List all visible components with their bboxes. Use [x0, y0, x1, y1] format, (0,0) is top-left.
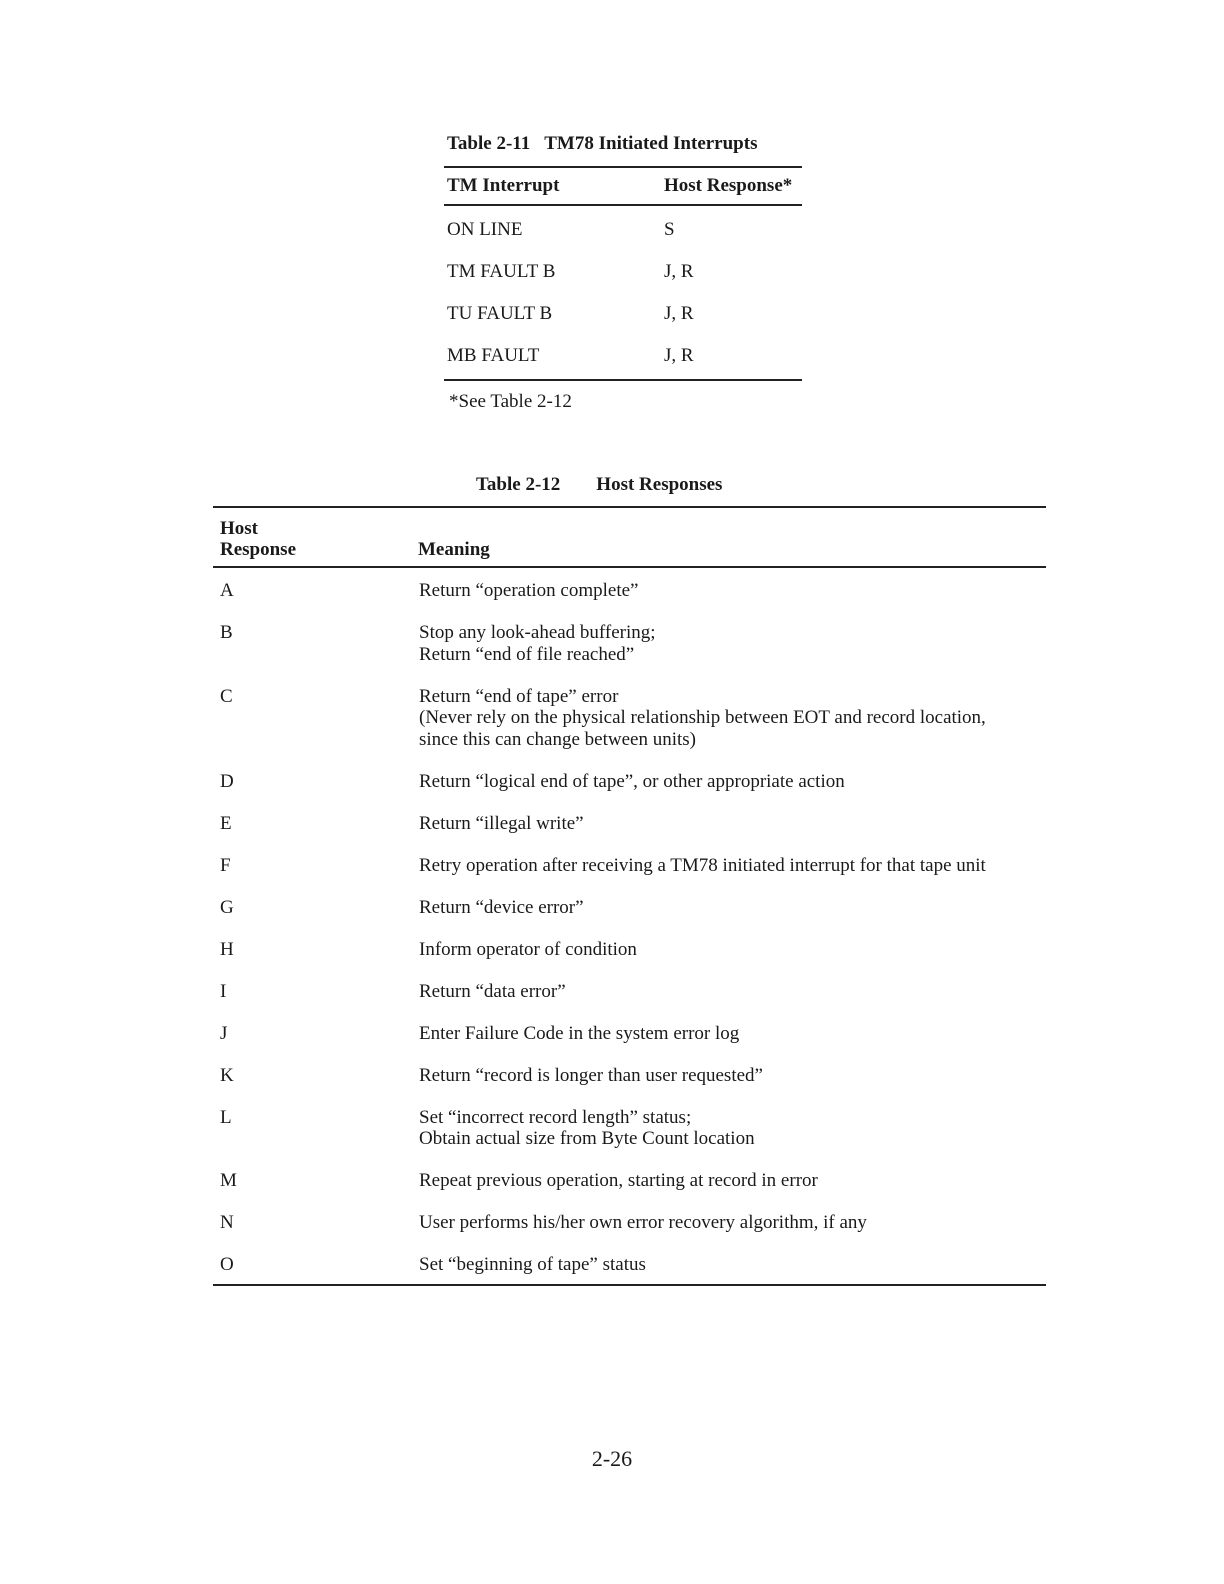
table-row	[213, 622, 1046, 665]
response-meaning: Return “end of tape” error (Never rely on the physical relationship between EOT and record location, since this can change between units)	[419, 685, 986, 750]
response-code: J	[220, 1022, 228, 1044]
response-meaning: Return “data error”	[419, 980, 566, 1002]
interrupt-cell: MB FAULT	[447, 345, 540, 366]
column-header: TM Interrupt	[447, 175, 560, 196]
table-row	[213, 1212, 1046, 1234]
response-code: K	[220, 1064, 234, 1086]
header-line: Response	[220, 539, 297, 560]
interrupt-cell: TM FAULT B	[447, 261, 556, 282]
response-code: E	[220, 812, 232, 834]
table-title: TM78 Initiated Interrupts	[544, 133, 758, 154]
table-body	[213, 568, 1046, 1286]
page-number: 2-26	[591, 1446, 633, 1471]
table-row	[444, 209, 802, 251]
table-header	[213, 506, 1046, 568]
interrupt-cell: TU FAULT B	[447, 303, 553, 324]
response-code: A	[220, 580, 234, 601]
response-meaning: Inform operator of condition	[419, 938, 637, 960]
table-row	[213, 813, 1046, 835]
response-meaning: Return “device error”	[419, 896, 584, 918]
table-2-11-caption	[447, 130, 802, 166]
table-2-12-caption	[213, 470, 1046, 506]
table-title: Host Responses	[596, 474, 723, 495]
response-cell: S	[664, 219, 675, 240]
table-row	[213, 981, 1046, 1003]
response-code: B	[220, 622, 233, 643]
response-code: M	[220, 1170, 237, 1191]
table-row	[444, 251, 802, 293]
table-footnote: *See Table 2-12	[449, 391, 572, 412]
response-meaning: Set “incorrect record length” status; Obtain actual size from Byte Count location	[419, 1106, 755, 1149]
interrupt-cell: ON LINE	[447, 219, 523, 240]
response-code: G	[220, 896, 234, 918]
response-meaning: Set “beginning of tape” status	[419, 1254, 646, 1275]
response-meaning: Retry operation after receiving a TM78 initiated interrupt for that tape unit	[419, 854, 986, 876]
table-row	[213, 1065, 1046, 1087]
table-row	[213, 939, 1046, 961]
table-row	[213, 771, 1046, 793]
response-code: I	[220, 980, 227, 1002]
response-cell: J, R	[664, 261, 694, 282]
table-row	[213, 686, 1046, 751]
response-cell: J, R	[664, 303, 694, 324]
table-number: Table 2-11	[447, 133, 531, 154]
table-row	[213, 580, 1046, 602]
column-header-meaning: Meaning	[418, 539, 490, 560]
response-code: D	[220, 770, 234, 792]
table-row	[444, 293, 802, 335]
table-row	[213, 897, 1046, 919]
response-meaning: Return “illegal write”	[419, 812, 584, 834]
response-code: N	[220, 1212, 234, 1233]
table-row	[213, 1107, 1046, 1150]
column-header-host-response	[213, 508, 418, 566]
table-row	[213, 1023, 1046, 1045]
response-code: F	[220, 854, 231, 876]
header-line: Host	[220, 518, 258, 539]
response-code: O	[220, 1254, 234, 1275]
table-row	[444, 335, 802, 377]
table-row	[213, 1170, 1046, 1192]
response-meaning: Return “logical end of tape”, or other appropriate action	[419, 770, 845, 792]
response-code: C	[220, 685, 233, 707]
response-code: L	[220, 1106, 232, 1128]
column-header: Host Response*	[664, 175, 793, 196]
response-meaning: Enter Failure Code in the system error log	[419, 1022, 740, 1044]
table-body	[444, 206, 802, 381]
table-number: Table 2-12	[476, 474, 561, 495]
response-code: H	[220, 938, 234, 960]
response-meaning: Return “operation complete”	[419, 580, 639, 601]
table-2-12	[213, 470, 1046, 1286]
table-row	[213, 1254, 1046, 1276]
response-meaning: User performs his/her own error recovery algorithm, if any	[419, 1212, 867, 1233]
table-row	[213, 855, 1046, 877]
table-2-11	[444, 130, 802, 413]
table-header	[444, 166, 802, 206]
response-meaning: Repeat previous operation, starting at record in error	[419, 1170, 818, 1191]
response-meaning: Return “record is longer than user requested”	[419, 1064, 763, 1086]
response-cell: J, R	[664, 345, 694, 366]
response-meaning: Stop any look-ahead buffering; Return “end of file reached”	[419, 622, 656, 665]
